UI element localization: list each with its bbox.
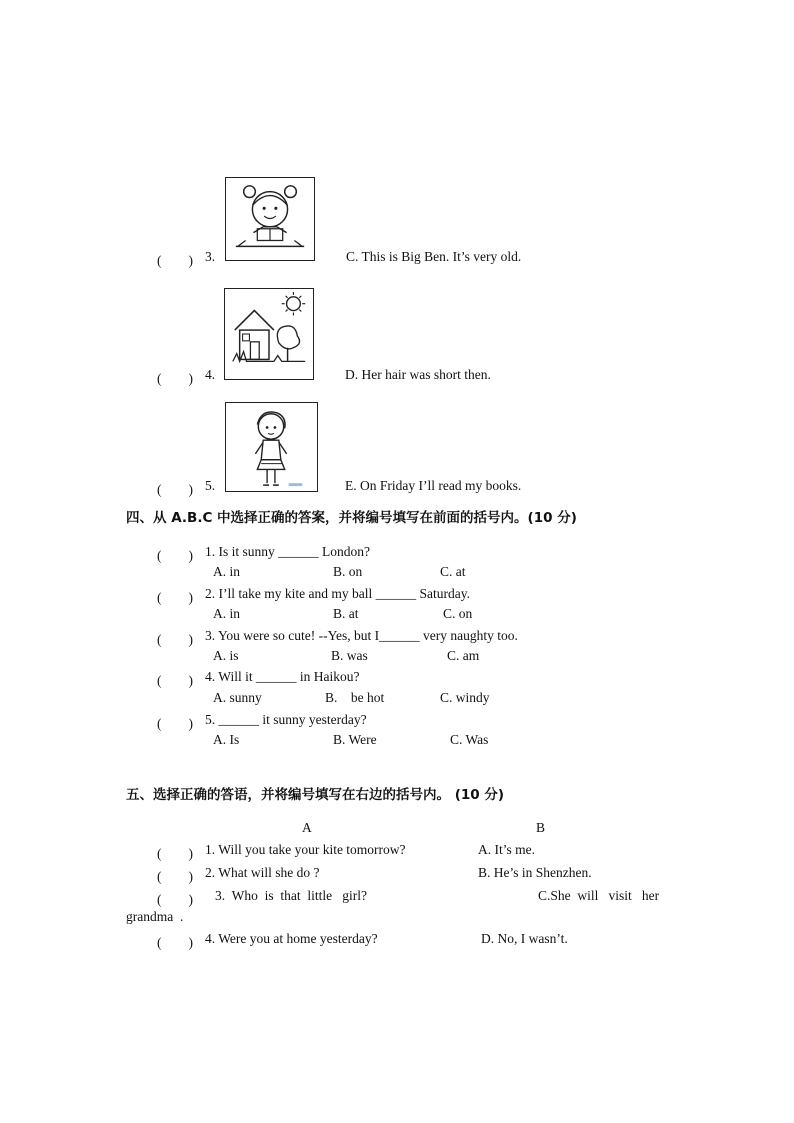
sentence-c: C. This is Big Ben. It’s very old.: [346, 249, 522, 264]
option-a: A. in: [213, 564, 240, 579]
question-2: 2. I’ll take my kite and my ball ______ Saturday.: [205, 586, 470, 601]
item-number: 5.: [205, 478, 216, 493]
option-b: B. at: [333, 606, 359, 621]
section5-heading: 五、选择正确的答语，并将编号填写在右边的括号内。 (10 分): [126, 787, 505, 803]
answer-paren[interactable]: ( ): [157, 482, 193, 497]
answer-paren[interactable]: ( ): [157, 935, 193, 950]
option-c: C. Was: [450, 732, 489, 747]
answer-paren[interactable]: ( ): [157, 590, 193, 605]
answer-paren[interactable]: ( ): [157, 371, 193, 386]
option-b: B. Were: [333, 732, 377, 747]
girl-standing-icon: [225, 402, 318, 492]
sentence-d: D. Her hair was short then.: [345, 367, 491, 382]
answer-paren[interactable]: ( ): [157, 253, 193, 268]
answer-paren[interactable]: ( ): [157, 892, 193, 907]
answer-paren[interactable]: ( ): [157, 846, 193, 861]
option-b: B. on: [333, 564, 363, 579]
question-1: 1. Will you take your kite tomorrow?: [205, 842, 406, 857]
option-a: A. is: [213, 648, 239, 663]
option-a: A. sunny: [213, 690, 262, 705]
item-number: 4.: [205, 367, 216, 382]
option-c: C. at: [440, 564, 466, 579]
answer-paren[interactable]: ( ): [157, 548, 193, 563]
answer-d: D. No, I wasn’t.: [481, 931, 568, 946]
option-a: A. Is: [213, 732, 240, 747]
question-4: 4. Will it ______ in Haikou?: [205, 669, 360, 684]
answer-b: B. He’s in Shenzhen.: [478, 865, 592, 880]
question-4: 4. Were you at home yesterday?: [205, 931, 378, 946]
answer-paren[interactable]: ( ): [157, 673, 193, 688]
answer-paren[interactable]: ( ): [157, 632, 193, 647]
section4-heading: 四、从 A.B.C 中选择正确的答案，并将编号填写在前面的括号内。(10 分): [126, 510, 577, 526]
answer-c-wrap: grandma .: [126, 909, 184, 924]
column-b-label: B: [536, 820, 546, 835]
sentence-e: E. On Friday I’ll read my books.: [345, 478, 522, 493]
option-c: C. windy: [440, 690, 490, 705]
question-3: 3. Who is that little girl?: [215, 888, 367, 903]
answer-paren[interactable]: ( ): [157, 716, 193, 731]
option-c: C. am: [447, 648, 480, 663]
column-a-label: A: [302, 820, 312, 835]
question-5: 5. ______ it sunny yesterday?: [205, 712, 367, 727]
item-number: 3.: [205, 249, 216, 264]
answer-a: A. It’s me.: [478, 842, 535, 857]
question-1: 1. Is it sunny ______ London?: [205, 544, 370, 559]
option-b: B. be hot: [325, 690, 385, 705]
option-a: A. in: [213, 606, 240, 621]
question-3: 3. You were so cute! --Yes, but I______ very naughty too.: [205, 628, 518, 643]
question-2: 2. What will she do ?: [205, 865, 320, 880]
option-c: C. on: [443, 606, 473, 621]
girl-reading-icon: [225, 177, 315, 261]
answer-c: C.She will visit her: [538, 888, 660, 903]
option-b: B. was: [331, 648, 368, 663]
house-tree-sun-icon: [224, 288, 314, 380]
answer-paren[interactable]: ( ): [157, 869, 193, 884]
